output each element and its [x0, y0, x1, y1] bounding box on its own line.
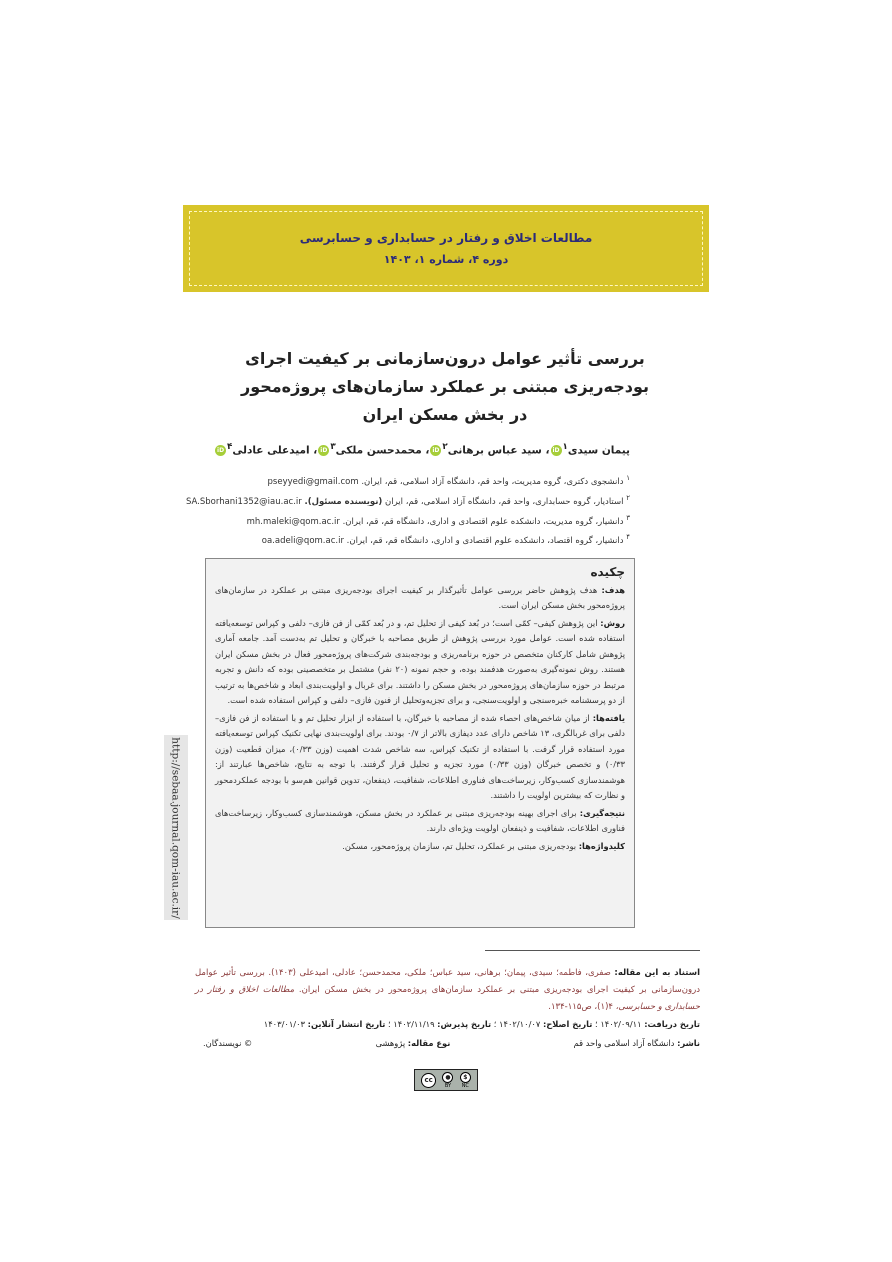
affiliation-row: [185, 490, 630, 510]
affiliation-row: [190, 529, 630, 549]
affil-number: ۳: [626, 512, 630, 522]
findings-label: یافته‌ها:: [592, 712, 626, 723]
goal-label: هدف:: [601, 584, 625, 595]
nc-group: [460, 1072, 471, 1089]
author-affil-number: ۲: [442, 442, 448, 452]
author-name: محمدحسن ملکی: [335, 444, 422, 457]
accepted-label: تاریخ پذیرش:: [437, 1019, 492, 1029]
affiliation-row: [190, 470, 630, 490]
affil-number: ۱: [626, 473, 630, 482]
article-type-label: نوع مقاله:: [407, 1038, 451, 1048]
by-group: [442, 1072, 453, 1089]
accepted-date: ۱۴۰۲/۱۱/۱۹: [393, 1019, 435, 1029]
publisher-info: [195, 1038, 700, 1048]
orcid-icon[interactable]: iD: [432, 447, 440, 454]
keywords-label: کلیدواژه‌ها:: [578, 840, 625, 851]
abstract-keywords: [215, 839, 625, 855]
author-affil-number: ۳: [330, 442, 336, 452]
citation-block: [195, 965, 700, 1016]
affil-text: دانشیار، گروه مدیریت، دانشکده علوم اقتصادی و اداری، دانشگاه قم، قم، ایران.: [342, 516, 624, 527]
method-label: روش:: [600, 617, 625, 628]
journal-name: مطالعات اخلاق و رفتار در حسابداری و حسابرسی: [299, 231, 593, 245]
abstract-goal: [215, 583, 625, 614]
by-label: BY: [444, 1082, 452, 1089]
author-name: پیمان سیدی: [567, 444, 630, 457]
article-type-cell: [376, 1038, 451, 1048]
journal-banner-frame: [189, 211, 703, 286]
method-text: این پژوهش کیفی– کمّی است؛ در بُعد کیفی از تحلیل تم، و در بُعد کمّی از فن فازی– دلفی و کپراس توسعه‌یافته استفاده شده است. عوامل مورد بررسی پژوهش از طریق مصاحبه با خبرگان و تحلیل تم به‌دست آمد. جامعه آماری پژوهش شامل کارکنان متخصص در حوزه برنامه‌ریزی و بودجه‌بندی شرکت‌های پروژه‌محور فعال در بخش مسکن ایران هستند. روش نمونه‌گیری به‌صورت هدفمند بوده، و حجم نمونه (۲۰ نفر) مشتمل بر متخصصینی بوده که دانش و تجربه مرتبط در حوزه سازمان‌های پروژه‌محور در بخش مسکن را داشتند. برای غربال و اولویت‌بندی ابعاد و شاخص‌ها به ترتیب از دو پرسشنامه خبره‌سنجی و اولویت‌سنجی، و برای تجزیه‌وتحلیل از فنون فازی– دلفی و کپراس استفاده شده است.: [215, 617, 625, 705]
author-email[interactable]: pseyyedi@gmail.com: [267, 476, 359, 487]
author-email[interactable]: mh.maleki@qom.ac.ir: [246, 516, 340, 527]
author-affil-number: ۴: [227, 442, 233, 452]
publisher-name: دانشگاه آزاد اسلامی واحد قم: [573, 1038, 675, 1048]
title-line-1: بررسی تأثیر عوامل درون‌سازمانی بر کیفیت اجرای: [245, 349, 645, 368]
title-line-2: بودجه‌ریزی مبتنی بر عملکرد سازمان‌های پروژه‌محور: [240, 377, 649, 396]
author-list: پیمان سیدی$^۱$iD، سید عباس برهانی$^۲$iD، محمدحسن ملکی$^۳$iD، امیدعلی عادلی$^۴$iD: [217, 442, 630, 457]
corresponding-author-note: (نویسنده مسئول).: [304, 496, 383, 507]
author-name: سید عباس برهانی: [447, 444, 542, 457]
revised-date: ۱۴۰۲/۱۰/۰۷: [499, 1019, 541, 1029]
author-email[interactable]: SA.Sborhani1352@iau.ac.ir: [185, 496, 302, 507]
attribution-icon: ●: [442, 1072, 453, 1083]
article-type: پژوهشی: [375, 1038, 406, 1048]
citation-text: صفری، فاطمه؛ سیدی، پیمان؛ برهانی، سید عباس؛ ملکی، محمدحسن؛ عادلی، امیدعلی (۱۴۰۳). بررسی تأثیر عوامل درون‌سازمانی بر کیفیت اجرای بودجه‌ریزی مبتنی بر عملکرد سازمان‌های پروژه‌محور در بخش مسکن ایران.: [195, 968, 700, 995]
journal-url[interactable]: http://sebaa.journal.qom-iau.ac.ir/: [170, 736, 183, 919]
affiliations: [185, 470, 630, 549]
abstract-method: [215, 616, 625, 709]
findings-text: از میان شاخص‌های احصاء شده از مصاحبه با خبرگان، با استفاده از ابزار تحلیل تم و با استفاده از فن فازی– دلفی برای غربالگری، ۱۳ شاخص دارای عدد دیفازی بالاتر از ۰/۷ بودند. برای اولویت‌بندی نهایی تکنیک کپراس توسعه‌یافته مورد استفاده قرار گرفت. با استفاده از تکنیک کپراس، سه شاخص شدت اهمیت (وزن ۰/۳۳)، میزان قطعیت (وزن ۰/۳۳) و تخصص خبرگان (وزن ۰/۳۳) مورد تجزیه و تحلیل قرار گرفتند. با توجه به نتایج، شاخص‌ها عبارتند از: هوشمندسازی کسب‌وکار، زیرساخت‌های فناوری اطلاعات، شفافیت، ذینفعان، تدوین قوانین هم‌سو با بودجه عملکردمحور و نظارت که بیشترین اولویت را داشتند.: [215, 712, 625, 800]
publisher-cell: [574, 1038, 700, 1048]
journal-issue: دوره ۴، شماره ۱، ۱۴۰۳: [383, 253, 509, 266]
title-line-3: در بخش مسکن ایران: [362, 405, 528, 424]
journal-url-sidebar: [164, 735, 188, 920]
citation-pages: ۴(۱)، ص۱۱۵-۱۳۴.: [548, 1002, 613, 1012]
orcid-icon[interactable]: iD: [217, 447, 225, 454]
copyright-cell: [203, 1038, 252, 1048]
affil-text: دانشیار، گروه اقتصاد، دانشکده علوم اقتصادی و اداری، دانشگاه قم، قم، ایران.: [346, 536, 624, 547]
online-date: ۱۴۰۳/۰۱/۰۳: [263, 1019, 305, 1029]
orcid-icon[interactable]: iD: [552, 447, 560, 454]
affiliation-row: [190, 510, 630, 530]
footnote-divider: [485, 950, 700, 951]
abstract-conclusion: [215, 806, 625, 837]
goal-text: هدف پژوهش حاضر بررسی عوامل تأثیرگذار بر کیفیت اجرای بودجه‌ریزی مبتنی بر عملکرد در سازمان‌های پروژه‌محور بخش مسکن ایران است.: [215, 584, 625, 610]
abstract-findings: [215, 711, 625, 804]
online-label: تاریخ انتشار آنلاین:: [307, 1019, 386, 1029]
author-affil-number: ۱: [562, 442, 568, 452]
cc-icon: cc: [421, 1073, 436, 1088]
author-email[interactable]: oa.adeli@qom.ac.ir: [261, 536, 344, 547]
received-label: تاریخ دریافت:: [644, 1019, 700, 1029]
conclusion-text: برای اجرای بهینه بودجه‌ریزی مبتنی بر عملکرد در بخش مسکن، هوشمندسازی کسب‌وکار، زیرساخت‌های فناوری اطلاعات، شفافیت و ذینفعان اولویت ویژه‌ای دارند.: [215, 807, 625, 833]
noncommercial-icon: $: [460, 1072, 471, 1083]
keywords-text: بودجه‌ریزی مبتنی بر عملکرد، تحلیل تم، سازمان پروژه‌محور، مسکن.: [342, 840, 577, 851]
affil-number: ۲: [626, 492, 630, 502]
author-name: امیدعلی عادلی: [232, 444, 310, 457]
paper-title: [230, 345, 660, 429]
conclusion-label: نتیجه‌گیری:: [579, 807, 625, 818]
affil-text: استادیار، گروه حسابداری، واحد قم، دانشگاه آزاد اسلامی، قم، ایران: [385, 496, 624, 507]
copyright-text: © نویسندگان.: [203, 1038, 253, 1048]
journal-banner: [183, 205, 709, 292]
nc-label: NC: [461, 1082, 469, 1089]
affil-number: ۴: [626, 532, 630, 542]
abstract-box: [205, 558, 635, 928]
orcid-icon[interactable]: iD: [320, 447, 328, 454]
article-dates: تاریخ دریافت: ۱۴۰۲/۰۹/۱۱ ؛ تاریخ اصلاح: ۱۴۰۲/۱۰/۰۷ ؛ تاریخ پذیرش: ۱۴۰۲/۱۱/۱۹ ؛ تاریخ انتشار آنلاین: ۱۴۰۳/۰۱/۰۳: [263, 1019, 700, 1029]
revised-label: تاریخ اصلاح:: [542, 1019, 593, 1029]
citation-journal: مطالعات اخلاق و رفتار در حسابداری و حسابرسی،: [195, 985, 700, 1012]
cc-license-badge[interactable]: [414, 1069, 478, 1091]
citation-label: استناد به این مقاله:: [614, 968, 700, 978]
affil-text: دانشجوی دکتری، گروه مدیریت، واحد قم، دانشگاه آزاد اسلامی، قم، ایران.: [361, 476, 624, 487]
publisher-label: ناشر:: [677, 1038, 700, 1048]
abstract-heading: چکیده: [590, 565, 625, 579]
received-date: ۱۴۰۲/۰۹/۱۱: [600, 1019, 642, 1029]
